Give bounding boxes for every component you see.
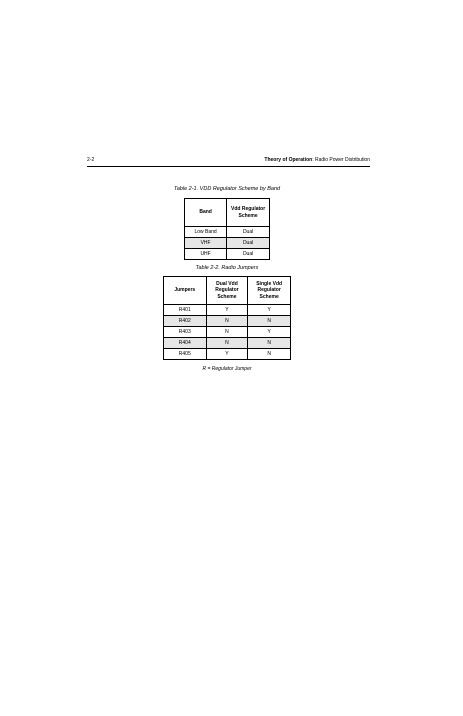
table2-cell: R403: [164, 327, 207, 338]
table2-cell: N: [206, 327, 248, 338]
section-title-rest: : Radio Power Distribution: [312, 157, 370, 163]
table1-cell: VHF: [185, 238, 227, 249]
table1-cell: UHF: [185, 249, 227, 260]
table1-cell: Low Band: [185, 227, 227, 238]
page-number: 2-2: [87, 157, 95, 163]
table2-cell: N: [206, 316, 248, 327]
table-row: [185, 249, 270, 260]
table-row: [164, 327, 291, 338]
table2-header-jumpers: Jumpers: [164, 277, 207, 305]
table2-cell: N: [206, 338, 248, 349]
table-row: [164, 338, 291, 349]
table1-cell: Dual: [227, 249, 270, 260]
table-row: [164, 305, 291, 316]
radio-jumpers-table: [163, 276, 291, 360]
table-row: [164, 316, 291, 327]
table-row: [164, 349, 291, 360]
table-row: [185, 227, 270, 238]
table2-cell: N: [248, 349, 291, 360]
table2-cell: R404: [164, 338, 207, 349]
table2-cell: Y: [248, 305, 291, 316]
section-title: [264, 157, 370, 163]
table1-cell: Dual: [227, 238, 270, 249]
table1-header-scheme: Vdd Regulator Scheme: [227, 199, 270, 227]
table2-cell: N: [248, 316, 291, 327]
table-row: [185, 238, 270, 249]
table2-caption: Table 2-2. Radio Jumpers: [195, 265, 259, 271]
table2-header-dual: Dual Vdd Regulator Scheme: [206, 277, 248, 305]
table2-cell: Y: [206, 305, 248, 316]
table2-cell: Y: [206, 349, 248, 360]
table2-header-single: Single Vdd Regulator Scheme: [248, 277, 291, 305]
table2-cell: N: [248, 338, 291, 349]
header-rule: [87, 166, 370, 167]
table1-cell: Dual: [227, 227, 270, 238]
table2-cell: R405: [164, 349, 207, 360]
table2-cell: Y: [248, 327, 291, 338]
section-title-bold: Theory of Operation: [264, 157, 313, 163]
vdd-regulator-table: [184, 198, 270, 260]
table2-cell: R402: [164, 316, 207, 327]
table1-caption: Table 2-1. VDD Regulator Scheme by Band: [173, 186, 281, 192]
footnote: R = Regulator Jumper: [202, 366, 252, 372]
table1-header-band: Band: [185, 199, 227, 227]
table2-cell: R401: [164, 305, 207, 316]
